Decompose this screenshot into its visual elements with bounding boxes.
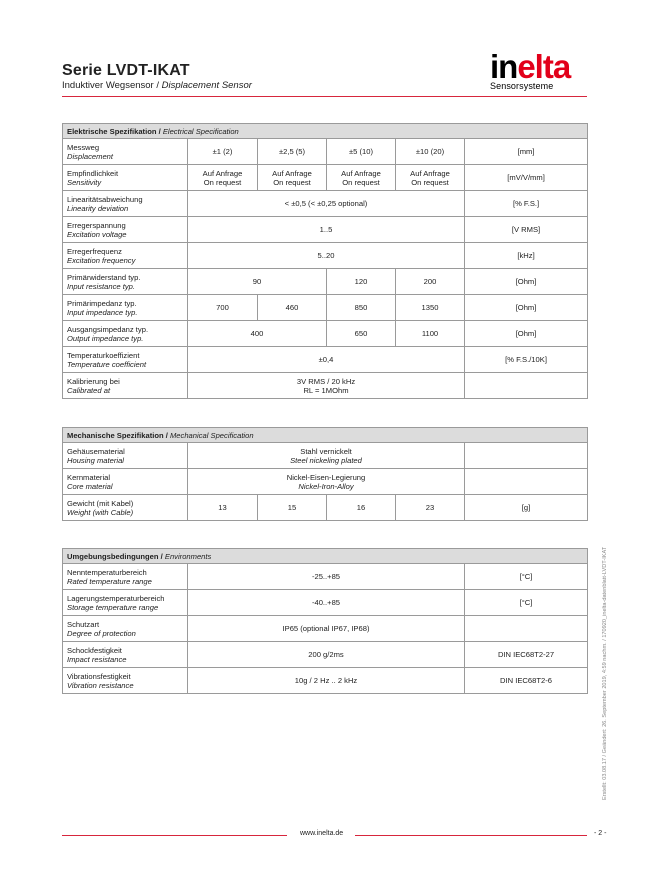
logo-tagline: Sensorsysteme xyxy=(490,81,554,91)
table-row xyxy=(63,443,588,469)
label-de: Kernmaterial xyxy=(67,472,111,482)
label-de: Stahl vernickelt xyxy=(300,446,352,456)
environment-spec-table xyxy=(62,548,588,694)
table-cell: ±5 (10) xyxy=(327,139,396,165)
environment-heading-en: Environments xyxy=(164,551,212,561)
table-row xyxy=(63,590,588,616)
table-row xyxy=(63,139,588,165)
mechanical-heading-de: Mechanische Spezifikation / xyxy=(67,430,168,440)
table-row xyxy=(63,616,588,642)
unit-cell: [Ohm] xyxy=(465,321,588,347)
table-cell xyxy=(327,165,396,191)
document-meta-text: Erstellt: 03.08.17 / Geändert: 26. September 2019, 4:59 nachm. / 170920_inelta-datenblatt-LVDT-IKAT xyxy=(602,546,608,800)
table-cell xyxy=(258,165,327,191)
subtitle-de: Induktiver Wegsensor / xyxy=(62,80,159,91)
row-label xyxy=(63,295,188,321)
unit-cell: [mV/V/mm] xyxy=(465,165,588,191)
label-en: Steel nickeling plated xyxy=(290,455,362,465)
table-cell xyxy=(396,165,465,191)
row-label xyxy=(63,443,188,469)
label-en: Input resistance typ. xyxy=(67,281,135,291)
label-de: On request xyxy=(203,177,242,187)
table-cell: ±1 (2) xyxy=(188,139,258,165)
label-de: Nickel-Eisen-Legierung xyxy=(286,472,366,482)
footer-divider-right xyxy=(355,835,587,836)
label-de: Kalibrierung bei xyxy=(67,376,120,386)
label-de: Auf Anfrage xyxy=(341,168,381,178)
label-de: Erregerspannung xyxy=(67,220,126,230)
table-cell: 200 xyxy=(396,269,465,295)
table-cell: 700 xyxy=(188,295,258,321)
unit-cell: [mm] xyxy=(465,139,588,165)
label-de: 3V RMS / 20 kHz xyxy=(296,376,356,386)
electrical-heading-de: Elektrische Spezifikation / xyxy=(67,126,161,136)
row-label xyxy=(63,165,188,191)
unit-cell xyxy=(465,373,588,399)
label-de: Empfindlichkeit xyxy=(67,168,119,178)
label-en: Impact resistance xyxy=(67,654,127,664)
environment-heading-de: Umgebungsbedingungen / xyxy=(67,551,163,561)
table-row xyxy=(63,269,588,295)
label-de: Auf Anfrage xyxy=(410,168,450,178)
unit-cell: [Ohm] xyxy=(465,269,588,295)
label-en: Vibration resistance xyxy=(67,680,134,690)
table-heading-row xyxy=(63,428,588,443)
label-en: Weight (with Cable) xyxy=(67,507,134,517)
page-title: Serie LVDT-IKAT xyxy=(62,62,190,79)
unit-cell: [V RMS] xyxy=(465,217,588,243)
label-de: Erregerfrequenz xyxy=(67,246,122,256)
electrical-heading-en: Electrical Specification xyxy=(162,126,239,136)
unit-cell: DIN IEC68T2-6 xyxy=(465,668,588,694)
table-cell: -40..+85 xyxy=(188,590,465,616)
table-cell: ±2,5 (5) xyxy=(258,139,327,165)
table-row xyxy=(63,321,588,347)
inelta-logo xyxy=(490,50,585,100)
label-de: Auf Anfrage xyxy=(202,168,243,178)
table-cell xyxy=(188,373,465,399)
row-label xyxy=(63,469,188,495)
header-divider xyxy=(62,96,587,97)
subtitle-en: Displacement Sensor xyxy=(161,80,252,91)
unit-cell: DIN IEC68T2-27 xyxy=(465,642,588,668)
table-cell: 850 xyxy=(327,295,396,321)
row-label xyxy=(63,668,188,694)
page-subtitle xyxy=(62,80,252,91)
label-de: Temperaturkoeffizient xyxy=(67,350,140,360)
table-cell xyxy=(63,549,588,564)
unit-cell: [Ohm] xyxy=(465,295,588,321)
table-cell: 10g / 2 Hz .. 2 kHz xyxy=(188,668,465,694)
table-cell xyxy=(188,165,258,191)
label-en: Degree of protection xyxy=(67,628,136,638)
table-heading-row xyxy=(63,549,588,564)
table-row xyxy=(63,642,588,668)
table-cell: 120 xyxy=(327,269,396,295)
label-de: Gewicht (mit Kabel) xyxy=(67,498,134,508)
table-row xyxy=(63,564,588,590)
row-label xyxy=(63,616,188,642)
unit-cell xyxy=(465,616,588,642)
table-cell: 650 xyxy=(327,321,396,347)
label-de: Vibrationsfestigkeit xyxy=(67,671,131,681)
table-cell: 15 xyxy=(258,495,327,521)
table-cell: 90 xyxy=(188,269,327,295)
label-de: Nenntemperaturbereich xyxy=(67,567,147,577)
label-en: Linearity deviation xyxy=(67,203,129,213)
label-de: Linearitätsabweichung xyxy=(67,194,143,204)
table-row xyxy=(63,165,588,191)
label-en: Input impedance typ. xyxy=(67,307,138,317)
row-label xyxy=(63,590,188,616)
table-cell: 200 g/2ms xyxy=(188,642,465,668)
label-en: Output impedance typ. xyxy=(67,333,144,343)
label-de: Gehäusematerial xyxy=(67,446,125,456)
row-label xyxy=(63,217,188,243)
mechanical-spec-table xyxy=(62,427,588,521)
table-cell: -25..+85 xyxy=(188,564,465,590)
footer-url[interactable]: www.inelta.de xyxy=(300,830,344,837)
mechanical-heading-en: Mechanical Specification xyxy=(169,430,254,440)
label-en: Core material xyxy=(67,481,113,491)
table-row xyxy=(63,191,588,217)
row-label xyxy=(63,139,188,165)
label-en: Excitation voltage xyxy=(67,229,127,239)
unit-cell: [°C] xyxy=(465,564,588,590)
label-en: Temperature coefficient xyxy=(67,359,147,369)
label-de: Primärwiderstand typ. xyxy=(67,272,141,282)
table-cell: 5..20 xyxy=(188,243,465,269)
footer-divider-left xyxy=(62,835,287,836)
table-heading-row xyxy=(63,124,588,139)
row-label xyxy=(63,269,188,295)
label-de: Messweg xyxy=(67,142,100,152)
table-cell: 400 xyxy=(188,321,327,347)
table-cell: ±10 (20) xyxy=(396,139,465,165)
unit-cell: [kHz] xyxy=(465,243,588,269)
table-cell: 1100 xyxy=(396,321,465,347)
unit-cell: [% F.S./10K] xyxy=(465,347,588,373)
label-en: Rated temperature range xyxy=(67,576,152,586)
label-de: Schutzart xyxy=(67,619,100,629)
unit-cell: [g] xyxy=(465,495,588,521)
electrical-spec-table xyxy=(62,123,588,399)
table-row xyxy=(63,217,588,243)
table-cell: IP65 (optional IP67, IP68) xyxy=(188,616,465,642)
table-cell xyxy=(63,124,588,139)
label-en: Nickel-Iron-Alloy xyxy=(298,481,354,491)
table-row xyxy=(63,243,588,269)
table-cell: ±0,4 xyxy=(188,347,465,373)
row-label xyxy=(63,191,188,217)
table-row xyxy=(63,373,588,399)
table-cell xyxy=(63,428,588,443)
table-cell: < ±0,5 (< ±0,25 optional) xyxy=(188,191,465,217)
page-number: - 2 - xyxy=(594,830,607,837)
row-label xyxy=(63,347,188,373)
label-de: Lagerungstemperaturbereich xyxy=(67,593,165,603)
table-cell xyxy=(188,469,465,495)
label-en: Excitation frequency xyxy=(67,255,136,265)
table-cell: 16 xyxy=(327,495,396,521)
table-cell xyxy=(188,443,465,469)
label-de: Primärimpedanz typ. xyxy=(67,298,137,308)
table-cell: 460 xyxy=(258,295,327,321)
row-label xyxy=(63,564,188,590)
logo-text-b: elta xyxy=(517,48,571,85)
document-meta-vertical xyxy=(596,520,610,800)
table-row xyxy=(63,668,588,694)
label-en: Displacement xyxy=(67,151,114,161)
unit-cell xyxy=(465,443,588,469)
label-de: Auf Anfrage xyxy=(272,168,312,178)
table-cell: 23 xyxy=(396,495,465,521)
label-de: RL = 1MOhm xyxy=(303,385,349,395)
unit-cell: [% F.S.] xyxy=(465,191,588,217)
table-row xyxy=(63,347,588,373)
label-en: Sensitivity xyxy=(67,177,102,187)
table-row xyxy=(63,295,588,321)
unit-cell: [°C] xyxy=(465,590,588,616)
table-cell: 1350 xyxy=(396,295,465,321)
table-cell: 13 xyxy=(188,495,258,521)
label-en: Housing material xyxy=(67,455,124,465)
table-cell: 1..5 xyxy=(188,217,465,243)
row-label xyxy=(63,642,188,668)
row-label xyxy=(63,373,188,399)
label-de: Ausgangsimpedanz typ. xyxy=(67,324,149,334)
label-de: Schockfestigkeit xyxy=(67,645,122,655)
label-de: On request xyxy=(273,177,311,187)
label-en: Storage temperature range xyxy=(67,602,159,612)
row-label xyxy=(63,495,188,521)
label-de: On request xyxy=(342,177,380,187)
label-de: On request xyxy=(411,177,449,187)
row-label xyxy=(63,243,188,269)
unit-cell xyxy=(465,469,588,495)
logo-text-a: in xyxy=(490,48,518,85)
table-row xyxy=(63,469,588,495)
row-label xyxy=(63,321,188,347)
table-row xyxy=(63,495,588,521)
label-en: Calibrated at xyxy=(67,385,111,395)
